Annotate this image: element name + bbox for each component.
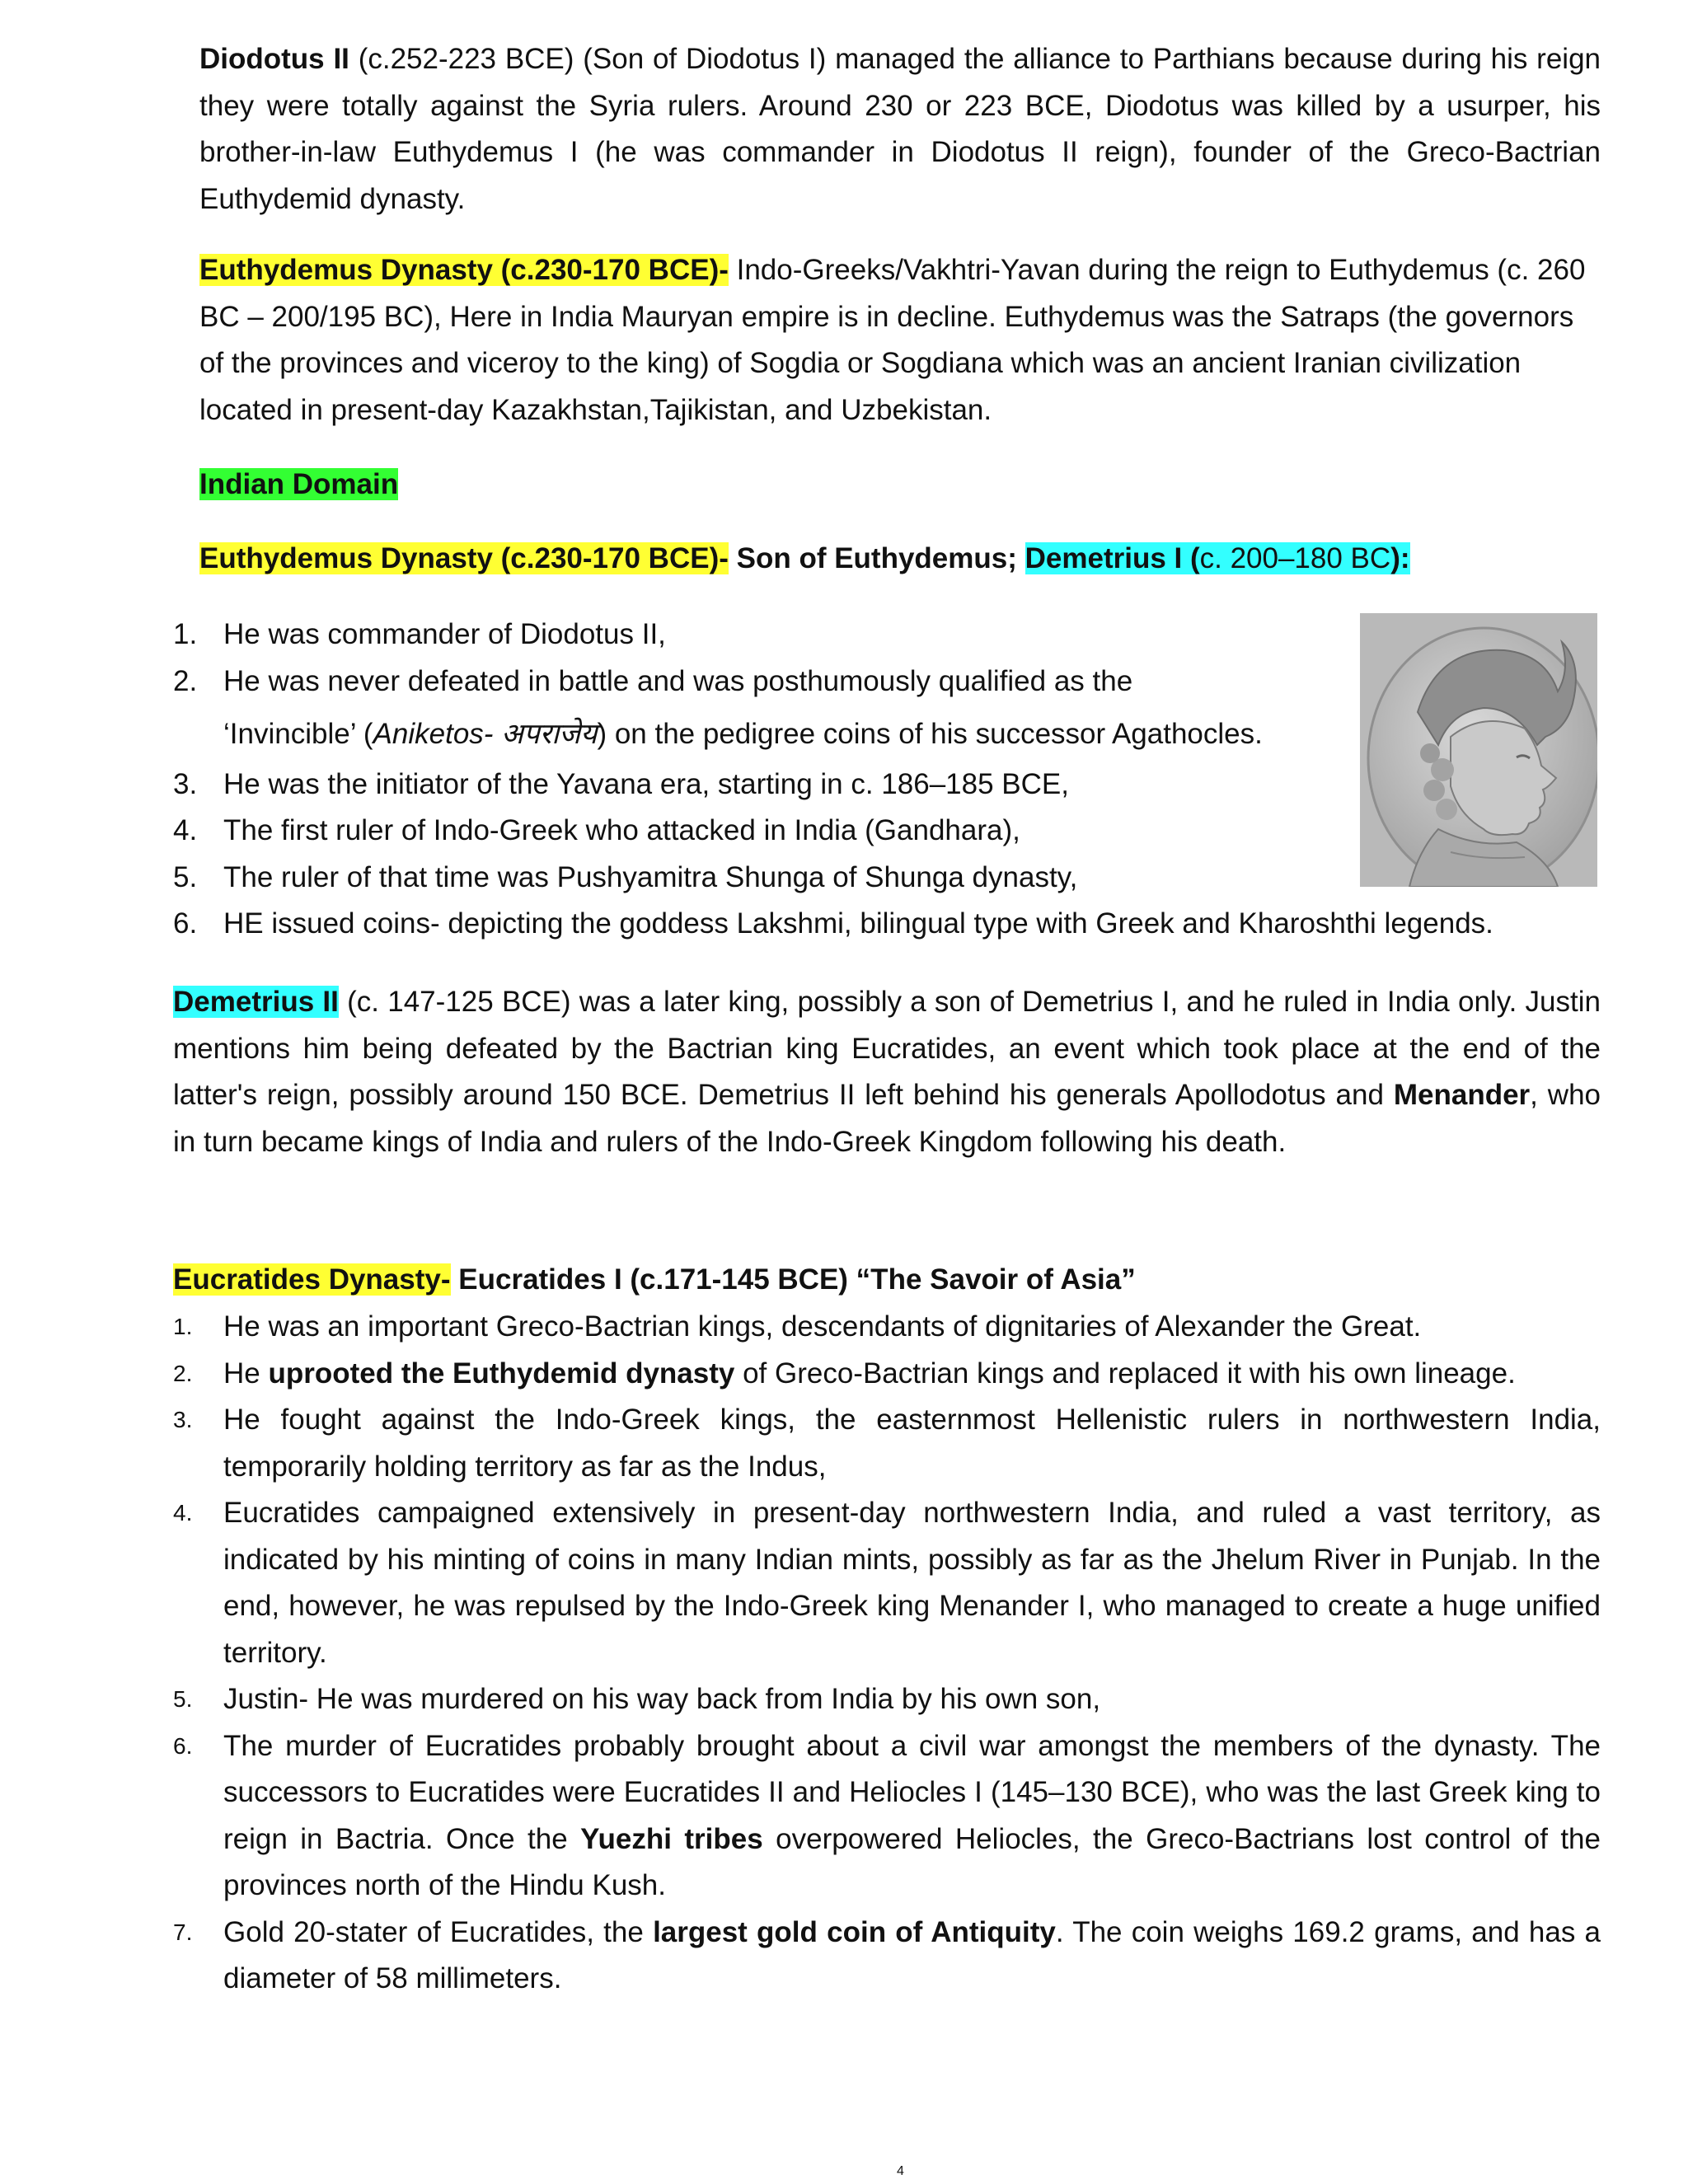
list-item: 2. He was never defeated in battle and was posthumously qualified as the — [173, 664, 1133, 697]
list-item: 6. The murder of Eucratides probably brought about a civil war amongst the members of the dynasty. The successors to Eucratides were Eucratides II and Heliocles I (145–130 BCE), who was the last Greek king to reign in Bactria. Once the Yuezhi tribes overpowered Heliocles, the Greco-Bactrians lost control of the provinces north of the Hindu Kush. — [173, 1729, 1601, 1901]
list-item: 1. He was commander of Diodotus II, — [173, 618, 666, 650]
heading2-end: ): — [1390, 542, 1410, 574]
demetrius-i-name: Demetrius I ( — [1025, 542, 1200, 574]
list-item: 7. Gold 20-stater of Eucratides, the largest gold coin of Antiquity. The coin weighs 169.2 grams, and has a diameter of 58 millimeters. — [173, 1915, 1601, 1994]
list-item: 1. He was an important Greco-Bactrian kings, descendants of dignitaries of Alexander the Great. — [173, 1310, 1422, 1343]
eucratides-title: Eucratides I (c.171-145 BCE) “The Savoir of Asia” — [450, 1263, 1136, 1296]
coin-portrait-icon — [1360, 613, 1597, 887]
indian-domain-heading — [199, 462, 398, 509]
demetrius-i-heading — [199, 536, 1650, 583]
demetrius-coin-image — [1360, 613, 1597, 887]
list-item: 4. Eucratides campaigned extensively in present-day northwestern India, and ruled a vast territory, as indicated by his minting of coins in many Indian mints, possibly as far as the Jhelum River in Punjab. In the end, however, he was repulsed by the Indo-Greek king Menander I, who managed to create a huge unified territory. — [173, 1497, 1601, 1669]
list-item: 2. He uprooted the Euthydemid dynasty of Greco-Bactrian kings and replaced it with his own lineage. — [173, 1357, 1516, 1390]
page-number: 4 — [897, 2164, 904, 2178]
demetrius-ii-name: Demetrius II — [173, 986, 339, 1018]
eucratides-dynasty-highlight: Eucratides Dynasty- — [173, 1263, 451, 1296]
paragraph-euthydemus — [199, 247, 1601, 434]
euthydemus-text: Indo-Greeks/Vakhtri-Yavan during the reign to Euthydemus (c. 260 BC – 200/195 BC), Here in India Mauryan empire is in decline. Euthydemus was the Satraps (the governors of the provinces and viceroy to the king) of Sogdia or Sogdiana which was an ancient Iranian civilization located in present-day Kazakhstan,Tajikistan, and Uzbekistan. — [199, 254, 1586, 426]
menander-name: Menander — [1393, 1079, 1531, 1111]
aniketos-term: Aniketos- अपराजेय — [373, 718, 598, 750]
list-item: 5. Justin- He was murdered on his way back from India by his own son, — [173, 1683, 1101, 1715]
list-item-continuation: ‘Invincible’ (Aniketos- अपराजेय) on the pedigree coins of his successor Agathocles. — [223, 718, 1263, 750]
list-item: 4. The first ruler of Indo-Greek who attacked in India (Gandhara), — [173, 814, 1020, 846]
euthydemus-dynasty-highlight: Euthydemus Dynasty (c.230-170 BCE)- — [199, 254, 729, 286]
demetrius-i-dates: c. 200–180 BC — [1199, 542, 1391, 574]
indian-domain-label: Indian Domain — [199, 468, 399, 500]
list-item: 3. He fought against the Indo-Greek kings, the easternmost Hellenistic rulers in northwestern India, temporarily holding territory as far as the Indus, — [173, 1404, 1601, 1483]
paragraph-demetrius-ii: Demetrius II (c. 147-125 BCE) was a later king, possibly a son of Demetrius I, and he ruled in India only. Justin mentions him being defeated by the Bactrian king Eucratides, an event which took place at the end of the latter's reign, possibly around 150 BCE. Demetrius II left behind his generals Apollodotus and Menander, who in turn became kings of India and rulers of the Indo-Greek Kingdom following his death. — [173, 986, 1601, 1158]
list-item: 6. HE issued coins- depicting the goddess Lakshmi, bilingual type with Greek and Kharoshthi legends. — [173, 907, 1493, 940]
eucratides-list — [173, 1304, 1601, 2003]
paragraph-diodotus-ii — [199, 36, 1601, 223]
heading2-mid: Son of Euthydemus; — [728, 542, 1025, 574]
eucratides-heading — [173, 1257, 1624, 1304]
diodotus-ii-text: (c.252-223 BCE) (Son of Diodotus I) managed the alliance to Parthians because during his reign they were totally against the Syria rulers. Around 230 or 223 BCE, Diodotus was killed by a usurper, his brother-in-law Euthydemus I (he was commander in Diodotus II reign), founder of the Greco-Bactrian Euthydemid dynasty. — [199, 43, 1601, 215]
diodotus-ii-name: Diodotus II — [199, 43, 349, 75]
heading2-highlight: Euthydemus Dynasty (c.230-170 BCE)- — [199, 542, 729, 574]
list-item: 3. He was the initiator of the Yavana era, starting in c. 186–185 BCE, — [173, 767, 1069, 800]
list-item: 5. The ruler of that time was Pushyamitra Shunga of Shunga dynasty, — [173, 860, 1078, 893]
